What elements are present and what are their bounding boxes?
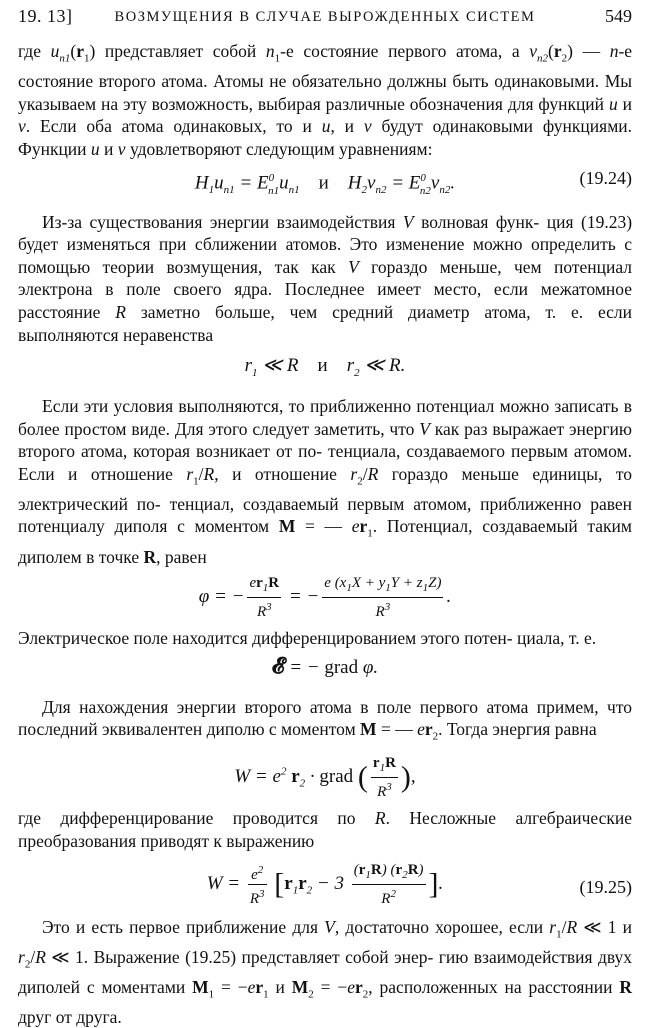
- inequalities: $r_1$ ≪ R и $r_2$ ≪ R.: [244, 355, 406, 379]
- equation-energy-1: $W = e^2$ $r_2$ · grad ( $\frac{r_1R}{R^3}$ ),: [234, 755, 416, 801]
- running-title: ВОЗМУЩЕНИЯ В СЛУЧАЕ ВЫРОЖДЕННЫХ СИСТЕМ: [114, 9, 536, 25]
- paragraph: Если эти условия выполняются, то приближенно потенциал можно записать в более простом виде. Для этого следует заметить, что V как раз выражает энергию второго атома, которая возникает от по- тенциала, создаваемого первым атомом. Если и отношение $r_1/R$, и отношение $r_2/R$ гораздо меньше единицы, то электрический по- тенциал, создаваемый первым атомом, приближенно равен потенциалу диполя с моментом M = — $er_1$. Потенциал, создаваемый таким диполем в точке R, равен: [18, 395, 633, 567]
- equation-number: (19.24): [579, 168, 632, 189]
- page-body: [18, 40, 632, 1028]
- paragraph: Для нахождения энергии второго атома в поле первого атома примем, что последний эквивалентен диполю с моментом M = — $er_2$. Тогда энергия равна: [18, 696, 632, 743]
- running-header: [18, 6, 632, 30]
- equation-potential: φ = − $\frac{er_1R}{R^3}$ = − $\frac{e (x_1X + y_1Y + z_1Z)}{R^3}$ .: [198, 575, 452, 621]
- equation-19-25: W = $\frac{e^2}{R^3}$ [$r_1r_2 - 3$ $\frac{(r_1R) (r_2R)}{R^2}$ ]. (19.25): [206, 861, 632, 907]
- paragraph: где $u_{n1}(r_1)$ представляет собой $n_1-е$ состояние первого атома, а $v_{n2}(r_2)$ — n-е состояние второго атома. Атомы не обязательно должны быть одинаковыми. Мы указываем на эту возможность, выбирая различные обозначения для функций u и v. Если оба атома одинаковых, то и u, и v будут одинаковыми функциями. Функции u и v удовлетворяют следующим уравнениям:: [18, 41, 633, 159]
- paragraph: Это и есть первое приближение для V, достаточно хорошее, если $r_1/R$ ≪ 1 и $r_2/R$ ≪ 1. Выражение (19.25) представляет собой энер- гию взаимодействия двух диполей с моментами $M_1 = -er_1$ и $M_2 = -er_2$, расположенных на расстоянии R друг от друга.: [18, 916, 633, 1027]
- section-number: 19. 13]: [18, 6, 73, 26]
- paragraph: Электрическое поле находится дифференцированием этого потен- циала, т. е.: [18, 628, 597, 649]
- paragraph: Из-за существования энергии взаимодействия V волновая функ- ция (19.23) будет изменяться при сближении атомов. Это изменение можно определить с помощью теории возмущения, так как V гораздо меньше, чем потенциал электрона в поле своего ядра. Последнее имеет место, если межатомное расстояние R заметно больше, чем средний диаметр атома, т. е. если выполняются неравенства: [18, 211, 633, 345]
- equation-number: (19.25): [579, 876, 632, 897]
- paragraph: где дифференцирование проводится по R. Несложные алгебраические преобразования приводят к выражению: [18, 808, 633, 851]
- equation-19-24: $H_1u_{n1} = E^0_{n1}u_{n1}$ и $H_2v_{n2} = E^0_{n2}v_{n2}$. (19.24): [194, 168, 632, 197]
- equation-field: 𝓔 = − grad φ.: [271, 652, 379, 678]
- page-number: 549: [605, 6, 632, 26]
